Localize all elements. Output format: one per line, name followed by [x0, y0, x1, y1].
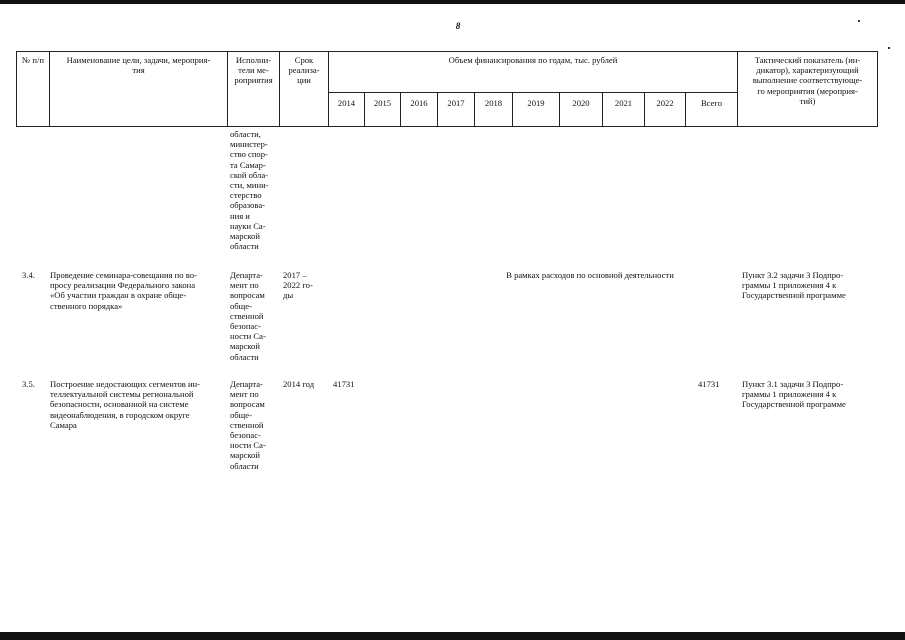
text-line: обще-	[230, 409, 252, 420]
text-line: области,	[230, 129, 261, 139]
text-line: сти, мини-	[230, 180, 269, 191]
row-3-4-indicator	[742, 270, 882, 301]
text-line: образова-	[230, 200, 266, 211]
text-line: «Об участии граждан в охране обще-	[50, 290, 187, 301]
text-line: Пункт 3.1 задачи 3 Подпро-	[742, 379, 844, 389]
text-line: Самара	[50, 419, 77, 430]
header-year: 2016	[410, 98, 428, 108]
text-line: 2014 год	[283, 379, 315, 389]
text-line: просу реализации Федерального закона	[50, 280, 196, 291]
header-indicator-line: го мероприятия (мероприя-	[757, 85, 858, 96]
text-line: 2022 го-	[283, 280, 313, 291]
header-indicator-line: дикатор), характеризующий	[756, 65, 859, 76]
text-line: стерство	[230, 190, 262, 201]
header-executors	[228, 55, 279, 86]
header-term	[280, 55, 328, 86]
text-line: безопасности, основанной на системе	[50, 399, 189, 410]
text-line: вопросам	[230, 399, 265, 410]
text-line: марской	[230, 450, 260, 461]
scan-bottom-border	[0, 632, 905, 640]
continuation-executors	[230, 129, 290, 251]
text-line: вопросам	[230, 290, 265, 301]
text-line: обще-	[230, 300, 252, 311]
header-year: 2020	[572, 98, 590, 108]
header-name-line: Наименование цели, задачи, мероприя-	[66, 55, 211, 65]
text-line: ство спор-	[230, 149, 268, 160]
row-3-5-executors	[230, 379, 282, 471]
table-header	[16, 51, 878, 127]
header-name-line: тия	[132, 65, 145, 76]
header-indicator-line: выполнение соответствующе-	[752, 75, 863, 86]
text-line: Пункт 3.2 задачи 3 Подпро-	[742, 270, 844, 280]
scan-speck	[888, 47, 890, 49]
header-top-line	[16, 51, 878, 52]
row-3-4-num: 3.4.	[22, 270, 35, 280]
header-year: 2015	[373, 98, 392, 108]
text-line: Государственной программе	[742, 290, 846, 301]
header-num: № п/п	[22, 55, 44, 65]
text-line: министер-	[230, 139, 268, 150]
header-executors-line: роприятия	[234, 75, 273, 86]
text-line: Государственной программе	[742, 399, 846, 410]
header-year: 2018	[484, 98, 503, 108]
row-3-4-term	[283, 270, 328, 301]
text-line: ственного порядка»	[50, 300, 123, 311]
text-line: граммы 1 приложения 4 к	[742, 389, 837, 400]
row-3-5-num: 3.5.	[22, 379, 35, 389]
text-line: области	[230, 460, 259, 471]
row-3-5-total: 41731	[698, 379, 720, 389]
text-line: марской	[230, 231, 260, 242]
text-line: ственной	[230, 419, 264, 430]
text-line: безопас-	[230, 321, 261, 332]
text-line: граммы 1 приложения 4 к	[742, 280, 837, 291]
header-total: Всего	[700, 98, 723, 108]
header-indicator-line: Тактический показатель (ин-	[754, 55, 861, 65]
row-3-5-indicator	[742, 379, 882, 410]
text-line: ды	[283, 290, 294, 301]
header-indicator	[738, 55, 877, 106]
text-line: ственной	[230, 310, 264, 321]
text-line: Департа-	[230, 270, 263, 280]
text-line: области	[230, 351, 259, 362]
text-line: Департа-	[230, 379, 263, 389]
header-year: 2021	[614, 98, 633, 108]
row-3-4-executors	[230, 270, 282, 362]
text-line: видеонаблюдения, в городском округе	[50, 409, 190, 420]
text-line: безопас-	[230, 430, 261, 441]
header-year: 2017	[447, 98, 465, 108]
header-term-line: реализа-	[288, 65, 320, 76]
text-line: ности Са-	[230, 331, 266, 342]
text-line: науки Са-	[230, 220, 266, 231]
page-number: 8	[455, 21, 461, 31]
row-3-4-name	[50, 270, 222, 311]
header-term-line: ции	[297, 75, 311, 86]
text-line: марской	[230, 341, 260, 352]
row-3-5-value-2014: 41731	[333, 379, 355, 389]
row-3-5-name	[50, 379, 222, 430]
header-indicator-line: тий)	[799, 95, 816, 106]
row-3-4-funding-note: В рамках расходов по основной деятельности	[506, 270, 674, 280]
text-line: та Самар-	[230, 159, 266, 170]
header-bottom-line	[16, 126, 878, 127]
text-line: ности Са-	[230, 440, 266, 451]
text-line: Построение недостающих сегментов ин-	[50, 379, 201, 389]
row-3-5-term	[283, 379, 328, 389]
col-line	[877, 51, 878, 127]
header-year: 2014	[337, 98, 356, 108]
text-line: Проведение семинара-совещания по во-	[50, 270, 197, 280]
header-year: 2022	[656, 98, 674, 108]
scan-speck	[858, 20, 860, 22]
header-name	[50, 55, 227, 75]
text-line: ния и	[230, 210, 250, 221]
scan-top-border	[0, 0, 905, 4]
header-year: 2019	[527, 98, 545, 108]
text-line: теллектуальной системы региональной	[50, 389, 194, 400]
years-divider-line	[328, 92, 737, 93]
text-line: 2017 –	[283, 270, 307, 280]
text-line: мент по	[230, 280, 259, 291]
header-executors-line: Исполни-	[235, 55, 272, 65]
text-line: ской обла-	[230, 169, 269, 180]
header-executors-line: тели ме-	[238, 65, 269, 76]
text-line: области	[230, 241, 259, 252]
header-term-line: Срок	[294, 55, 314, 65]
header-funding: Объем финансирования по годам, тыс. рублей	[448, 55, 618, 65]
text-line: мент по	[230, 389, 259, 400]
